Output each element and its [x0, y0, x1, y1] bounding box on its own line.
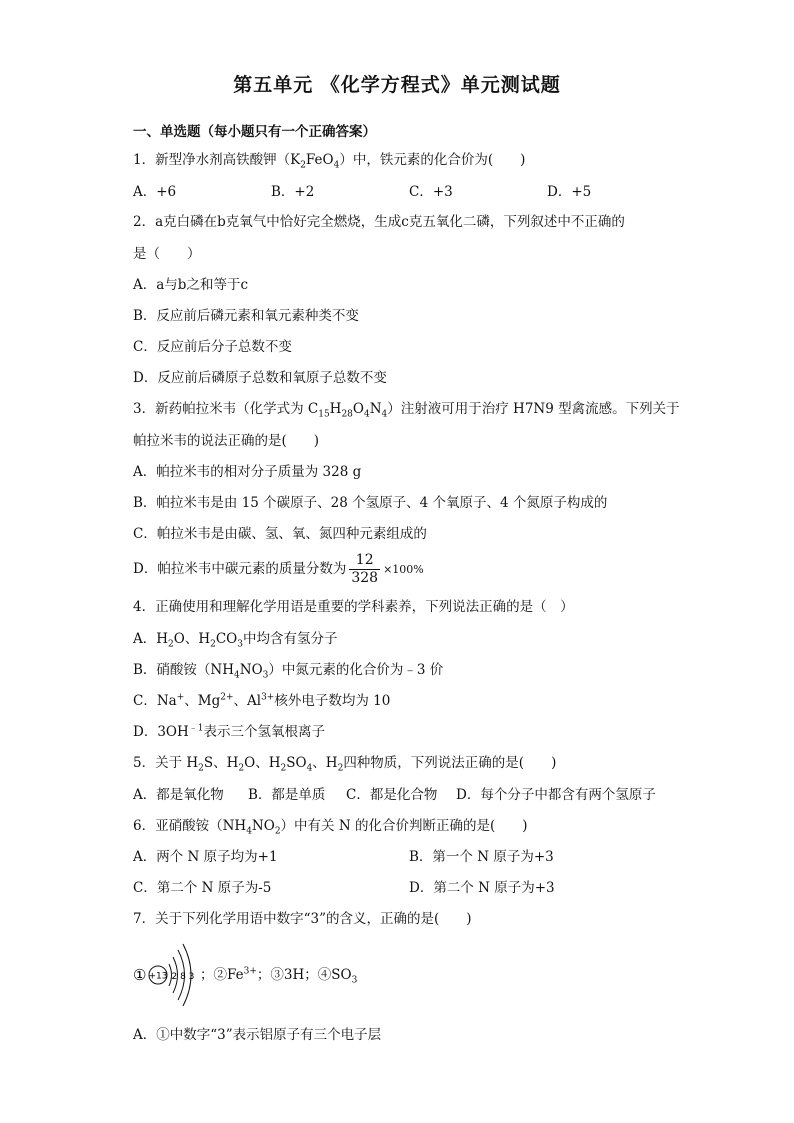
question-3-option-a: A．帕拉米韦的相对分子质量为 328 g: [133, 464, 362, 480]
question-6-option-c: C．第二个 N 原子为-5: [133, 880, 272, 896]
option-1-marker: ①: [133, 966, 147, 984]
question-1-option-b: B．+2: [271, 184, 315, 200]
shell-electron-counts: 2 8 3: [171, 972, 195, 982]
question-2-stem-line1: 2．a克白磷在b克氧气中恰好完全燃烧，生成c克五氧化二磷，下列叙述中不正确的: [133, 214, 625, 230]
page-title: 第五单元 《化学方程式》单元测试题: [233, 74, 561, 96]
question-4-option-c: C．Na+、$Mg^{2+}$、$Al^{3+}$核外电子数均为 10: [133, 692, 391, 709]
question-4-option-b: B．硝酸铵$(NH_4NO_3)$中氮元素的化合价为﹣3 价: [133, 662, 444, 681]
fraction: $\frac{12}{328}$: [351, 552, 379, 586]
question-4-option-a: A．$H_2O$、$H_2CO_3$中均含有氢分子: [133, 631, 338, 650]
section-heading: 一、单选题（每小题只有一个正确答案）: [133, 124, 376, 140]
nucleus-charge: +13: [148, 971, 168, 982]
question-2-option-c: C．反应前后分子总数不变: [133, 339, 292, 355]
question-6-option-b: B．第一个 N 原子为+3: [409, 849, 554, 865]
question-2-option-d: D．反应前后磷原子总数和氧原子总数不变: [133, 370, 387, 386]
question-1-option-d: D．+5: [547, 184, 592, 200]
question-7-options-2-4: ；$②Fe^{3+}$；③3H；$④SO_3$: [200, 966, 358, 986]
question-4-option-d: D．$3OH^{﹣1}$表示三个氢氧根离子: [133, 723, 325, 740]
question-3-option-c: C．帕拉米韦是由碳、氢、氧、氮四种元素组成的: [133, 526, 427, 542]
question-7-option-a: A．①中数字“3”表示铝原子有三个电子层: [133, 1027, 382, 1043]
question-5-option-a: A．都是氧化物: [133, 787, 224, 803]
question-2-option-b: B．反应前后磷元素和氧元素种类不变: [133, 308, 359, 324]
question-3-option-d: D．帕拉米韦中碳元素的质量分数为 $\frac{12}{328}$ ×100%: [133, 552, 424, 586]
question-5-option-b: B．都是单质: [248, 787, 326, 803]
question-4-stem: 4．正确使用和理解化学用语是重要的学科素养，下列说法正确的是（ ）: [133, 599, 574, 615]
question-1-option-c: C．+3: [409, 184, 453, 200]
question-7-stem: 7．关于下列化学用语中数字“3”的含义，正确的是( ): [133, 911, 472, 927]
question-6-option-d: D．第二个 N 原子为+3: [409, 880, 555, 896]
question-1-option-a: A．+6: [133, 184, 177, 200]
question-5-option-d: D．每个分子中都含有两个氢原子: [456, 787, 656, 803]
question-5-stem: 5．关于 $H_2S$、$H_2O$、$H_2SO_4$、$H_2$四种物质，下列说法正确的是( ): [133, 755, 557, 774]
question-6-option-a: A．两个 N 原子均为+1: [133, 849, 278, 865]
question-2-stem-line2: 是（ ）: [133, 246, 201, 262]
question-5-option-c: C．都是化合物: [346, 787, 438, 803]
question-3-stem-line1: 3．新药帕拉米韦（化学式为 $C_{15}H_{28}O_4N_4$）注射液可用于治疗 H7N9 型禽流感。下列关于: [133, 401, 680, 420]
question-6-stem: 6．亚硝酸铵$(NH_4NO_2)$中有关 N 的化合价判断正确的是( ): [133, 818, 528, 837]
question-1-stem: 1．新型净水剂高铁酸钾$(K_2FeO_4)$中，铁元素的化合价为( ): [133, 152, 526, 171]
question-2-option-a: A．a与b之和等于c: [133, 277, 249, 293]
question-3-stem-line2: 帕拉米韦的说法正确的是( ): [133, 433, 320, 449]
question-3-option-b: B．帕拉米韦是由 15 个碳原子、28 个氢原子、4 个氧原子、4 个氮原子构成的: [133, 495, 608, 511]
